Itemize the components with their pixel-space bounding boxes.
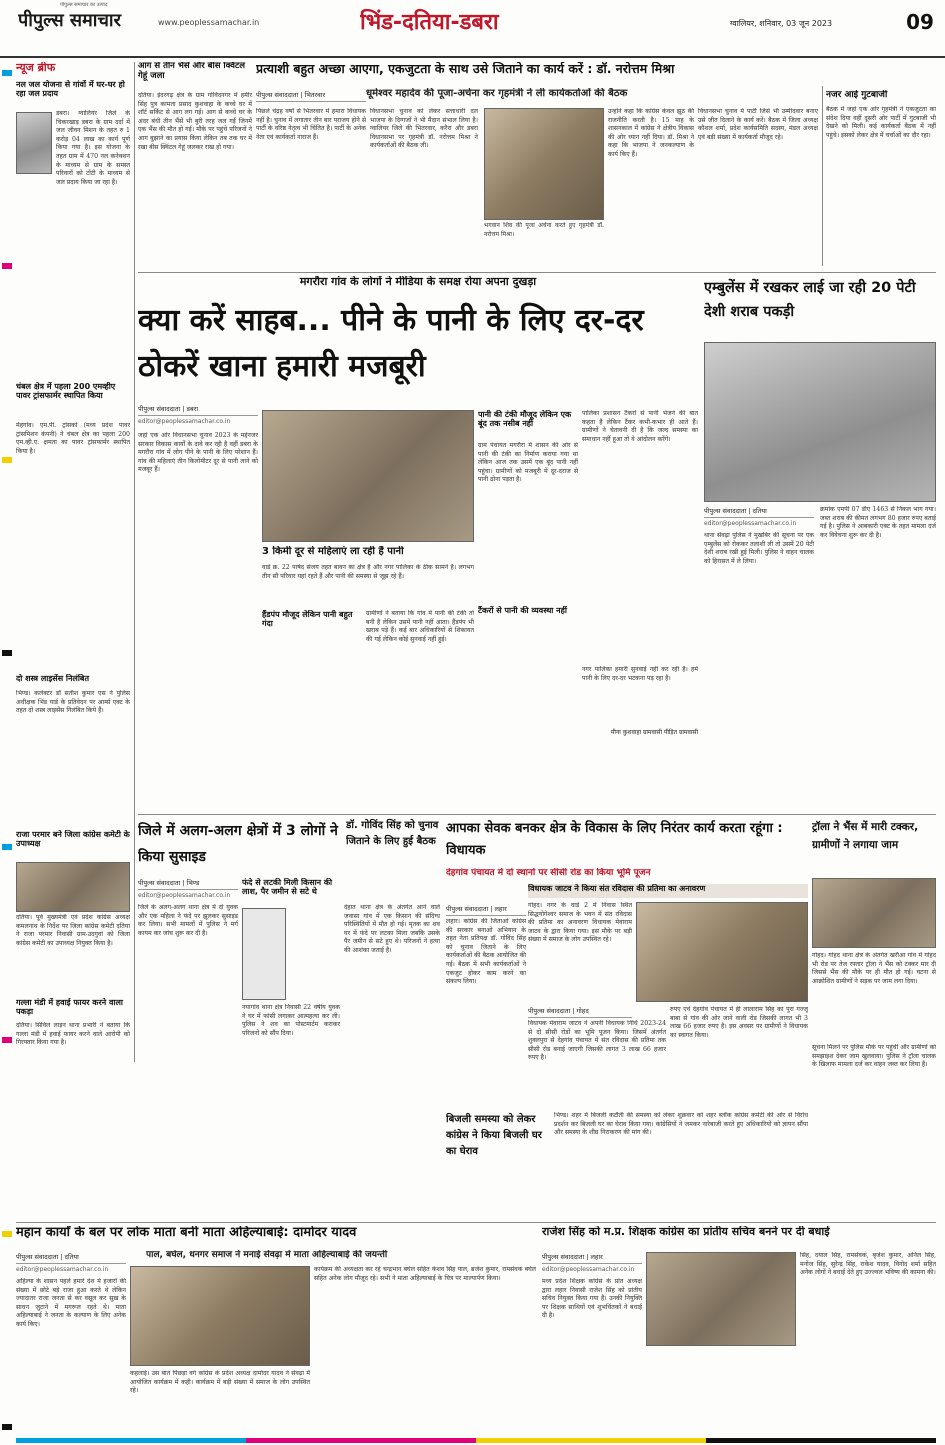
top-text-4: विधानसभा चुनाव में पार्टी जिसे भी उम्मीदवार बनाए उसे जीत दिलाने के कार्य करें। बैठक में जिला अध्यक्ष कौशल शर्मा, प्रदेश कार्यसमिति सदस्य, मंडल अध्यक्ष एवं बड़ी संख्या में कार्यकर्ता मौजूद रहे। [698,108,818,141]
mla-byline: पीपुल्स संवाददाता | गोहद [528,1006,632,1018]
liquor-headline: एम्बुलेंस में रखकर लाई जा रही 20 पेटी देशी शराब पकड़ी [704,280,916,320]
water-text-4: ग्राम पंचायत मगरौरा में शासन की ओर से पानी की टंकी का निर्माण कराया गया था लेकिन आज तक उसमें एक बूंद पानी नहीं पहुंचा। ग्रामीणों को मजबूरी में दूर-दराज से पानी ढोना पड़ता है। [478,442,578,484]
buffalo-photo [812,878,936,948]
divider [134,62,135,1062]
suicide-byline: पीपुल्स संवाददाता | भिण्ड [138,878,238,890]
water-quote: नगर पालिका हमारी सुनवाई नहीं कर रही है। हमें पानी के लिए दर-दर भटकना पड़ रहा है। [582,666,698,682]
top-text-3: उन्होंने कहा कि कांग्रेस केवल झूठ की राजनीति करती है। 15 माह के शासनकाल में कांग्रेस ने क्षेत्रीय विकास की ओर ध्यान नहीं दिया। डॉ. मिश्रा ने कहा कि भाजपा ने जनकल्याण के कार्य किए हैं। [608,108,694,158]
fire-story [138,62,252,272]
statue-photo [636,902,808,1002]
masthead [0,0,945,58]
divider [822,86,823,266]
liquor-text-2: क्रमांक एमपी 07 डीए 1463 से निकल भाग गया। जब्त शराब की कीमत लगभग 80 हजार रुपए बताई गई है। पुलिस ने आबकारी एक्ट के तहत मामला दर्ज कर विवेचना शुरू कर दी है। [820,506,936,539]
water-email[interactable]: editor@peoplessamachar.co.in [138,418,231,425]
divider [16,1222,936,1223]
right-brief-text: बैठक में जहां एक ओर गृहमंत्री ने एकजुटता का संदेश दिया वहीं दूसरी ओर पार्टी में गुटबाजी भी देखने को मिली। कई कार्यकर्ता बैठक में नहीं पहुंचे। इसको लेकर क्षेत्र में चर्चाओं का दौर रहा। [826,106,936,139]
water-sub-1: हैंडपंप मौजूद लेकिन पानी बहुत गंदा [262,610,353,629]
water-headline: क्या करें साहब... पीने के पानी के लिए दर-दर ठोकरें खाना हमारी मजबूरी [138,303,644,384]
section-title-text: भिंड-दतिया-डबरा [360,10,499,35]
registration-bar-bottom [16,1438,936,1443]
mla-details [528,884,808,1112]
jayanti-photo [130,1266,310,1366]
congress-group-photo [16,862,130,912]
ahilya-text-1: अहिल्या के शासन पहले हमारे देश में हजारों की संख्या में छोटे बड़े राजा हुआ करते थे लेकिन ज्यादातर राजा जनता से कर वसूल कर सुख के साधन जुटाने में मगरूल रहते थे। माता अहिल्याबाई ने जनता के कल्याण के लिए अनेक कार्य किए। [16,1278,126,1328]
felicitation-photo [646,1252,796,1346]
water-text-3: वार्ड क्र. 22 पार्षद संजय तहत बावन का क्षेत्र है और नगर पालिका के ठीक सामने है। लगभग तीन सौ परिवार यहां रहते हैं और पानी की समस्या से जूझ रहे हैं। [262,564,474,580]
liquor-byline: पीपुल्स संवाददाता | दतिया [704,506,814,518]
tagline: पीपुल्स समाचार का उत्पाद [60,2,108,8]
ahilya-byline: पीपुल्स संवाददाता | दतिया [16,1252,126,1264]
suicide-story [138,818,340,1218]
brief-heading-3: दो शस्त्र लाइसेंस निलंबित [16,674,90,683]
website[interactable]: www.peoplessamachar.in [158,18,260,27]
brief-heading-4: राजा परमार बने जिला कांग्रेस कमेटी के उपाध्यक्ष [16,830,130,849]
suicide-text-1: जिले के अलग-अलग थाना क्षेत्र में दो युवक और एक महिला ने फंदे पर झूलकर सुसाइड कर लिया। सभी मामलों में पुलिस ने मर्ग कायम कर जांच शुरू कर दी है। [138,904,238,937]
buffalo-headline: ट्रॉला ने भैंस में मारी टक्कर, ग्रामीणों ने लगाया जाम [812,821,919,851]
water-sub-2: टैंकरों से पानी की व्यवस्था नहीं [478,606,567,615]
fire-text: दतिया। इंदरगढ़ क्षेत्र के ग्राम गोविंदनगर में हमीर सिंह पुत्र कामता प्रसाद कुशवाहा के कच्चे घर में शॉर्ट सर्किट से आग लग गई। आग से कच्चे घर के अंदर बंधी तीन भैंसें भी बुरी तरह जल गईं जिनमें एक भैंस की मौत हो गई। मौके पर पहुंचे परिजनों ने आग बुझाने का प्रयास किया लेकिन तब तक घर में रखा बीस क्विंटल गेहूं जलकर राख हो गया। [138,92,252,151]
noose-illustration [242,908,286,1000]
mla-headline: आपका सेवक बनकर क्षेत्र के विकास के लिए निरंतर कार्य करता रहूंगा : विधायक [446,821,783,858]
registration-marks-left [2,70,12,1430]
rajesh-text-2: सिंह, दयाल सिंह, रामसेवक, बृजेश कुमार, अनिल सिंह, मनोज सिंह, सुरेन्द्र सिंह, राकेश यादव, विनोद शर्मा सहित अनेक लोगों ने बधाई देते हुए उज्ज्वल भविष्य की कामना की। [800,1252,936,1277]
electricity-text: भिण्ड। शहर में बिजली कटौती की समस्या को लेकर शुक्रवार को शहर ब्लॉक कांग्रेस कमेटी की ओर से विरोध प्रदर्शन कर बिजली घर का घेराव किया गया। कांग्रेसियों ने जमकर नारेबाजी करते हुए अधिकारियों को ज्ञापन सौंपा और समस्या के शीघ्र निराकरण की मांग की। [554,1112,808,1137]
brief-text-1: डबरा। ग्वालियर जिले के चिकरखाड़ डबरा के ग्राम दर्दा में जल जीवन मिशन के तहत रु 1 करोड़ 04 लाख का कार्य पूर्ण किया गया है। इस योजना के तहत ग्राम में 470 नल कनेक्शन के माध्यम से ग्राम के समस्त परिवारों को टोंटी के माध्यम से जल प्रदाय किया जा रहा है। [56,110,130,186]
buffalo-text-2: सूचना मिलने पर पुलिस मौके पर पहुंची और ग्रामीणों को समझाइश देकर जाम खुलवाया। पुलिस ने ट्रॉला चालक के खिलाफ मामला दर्ज कर वाहन जब्त कर लिया है। [812,1044,936,1069]
ahilya-story [16,1226,536,1436]
page-number: 09 [906,10,934,34]
mla-sub: देहगांव पंचायत में दो स्थानों पर सीसी रोड का किया भूमि पूजन [446,868,651,878]
ahilya-headline: महान कार्यों के बल पर लोक माता बनी माता अहिल्याबाई: दामोदर यादव [16,1226,357,1240]
top-subheading: धूमेश्वर महादेव की पूजा-अर्चना कर गृहमंत्री ने ली कार्यकर्ताओं की बैठक [366,88,628,99]
dateline: ग्वालियर, शनिवार, 03 जून 2023 [730,19,833,28]
liquor-text-1: थाना सेंवढ़ा पुलिस ने मुखबिर की सूचना पर एक एम्बुलेंस को रोककर तलाशी ली तो उसमें 20 पेटी देशी शराब रखी हुई मिली। पुलिस ने वाहन चालक को हिरासत में ले लिया। [704,532,814,565]
buffalo-story [812,818,936,1110]
water-text-1: जहां एक ओर विधानसभा चुनाव 2023 के मद्देनजर सरकार विकास कार्यों के दावे कर रही है वहीं डबरा के मगरौरा गांव में लोग पीने के पानी के लिए परेशान हैं। गांव की महिलाएं तीन किलोमीटर दूर से पानी लाने को मजबूर हैं। [138,432,258,474]
brief-text-5: दतिया। सिविल लाइन थाना प्रभारी ने बताया कि गल्ला मंडी में हवाई फायर करने वाले आरोपी को गिरफ्तार किया गया है। [16,1022,130,1047]
mla-text-3: गोहद। नगर के वार्ड 2 में निवास स्थित सिद्धयोगेश्वर समाज के भवन में संत रविदास की प्रतिमा का अनावरण विधायक मेवाराम जाटव के द्वारा किया गया। इस मौके पर बड़ी संख्या में समाज के लोग उपस्थित रहे। [528,902,632,944]
meeting-byline: पीपुल्स संवाददाता | लहार [446,904,526,916]
mla-text-1: विधायक मेवाराम जाटव ने अपनी विधायक निधि 2023-24 से दो सीसी रोडों का भूमि पूजन किया। जिसमें अंतर्गत शुक्लपुरा से देहगांव पंचायत में संत रविदास की प्रतिमा तक सीसी रोड बनाई जाएगी जिसकी लागत 3 लाख 66 हजार रुपए है। [528,1020,666,1062]
water-box-heading: पानी की टंकी मौजूद लेकिन एक बूंद तक नसीब नहीं [478,410,572,429]
top-text-1: पिछले चंद्रह वर्षों से भितरवार में हमारा विधायक नहीं है। चुनाव में लगातार तीन बार पराजय होने से पार्टी के वरिष्ठ नेतृत्व भी चिंतित है। पार्टी के अनेक नेता एवं कार्यकर्ता नाराज हैं। [256,108,366,141]
suicide-email[interactable]: editor@peoplessamachar.co.in [138,892,231,899]
women-water-photo [262,410,474,542]
divider [138,814,936,815]
top-byline: पीपुल्स संवाददाता | भितरवार [256,90,366,102]
meeting-headline: डॉ. गोविंद सिंह को चुनाव जिताने के लिए हुई बैठक [346,820,439,847]
top-headline: प्रत्याशी बहुत अच्छा आएगा, एकजुटता के साथ उसे जिताने का कार्य करें : डॉ. नरोत्तम मिश्रा [256,62,675,76]
top-photo-caption: भगवान शिव की पूजा अर्चना करते हुए गृहमंत्री डॉ. नरोत्तम मिश्रा। [484,222,604,238]
ahilya-email[interactable]: editor@peoplessamachar.co.in [16,1266,109,1273]
suicide-text-3: नयागांव थाना क्षेत्र निवासी 22 वर्षीय युवक ने घर में फांसी लगाकर आत्महत्या कर ली। पुलिस ने शव का पोस्टमार्टम कराकर परिजनों को सौंप दिया। [242,1004,340,1037]
brief-text-3: भिण्ड। कलेक्टर डॉ सतीश कुमार एस ने पुलिस अधीक्षक भिंड यार्ड के प्रतिवेदन पर आर्म्स एक्ट के तहत दो शस्त्र लाइसेंस निलंबित किये हैं। [16,690,130,715]
electricity-headline: बिजली समस्या को लेकर कांग्रेस ने किया बिजली घर का घेराव [446,1114,542,1157]
news-brief-label: न्यूज ब्रीफ [16,62,56,74]
suicide-text-2: देहात थाना क्षेत्र के अंतर्गत आने वाले जवासा गांव में एक किसान की संदिग्ध परिस्थितियों में मौत हो गई। मृतक का शव घर में फंदे पर लटका मिला जबकि उसके पैर जमीन से सटे हुए थे। परिजनों ने हत्या की आशंका जताई है। [344,904,440,954]
water-text-2: ग्रामीणों ने बताया कि गांव में पानी की टंकी तो बनी है लेकिन उसमें पानी नहीं आता। हैंडपंप भी खराब पड़े हैं। कई बार अधिकारियों से शिकायत की गई लेकिन कोई सुनवाई नहीं हुई। [366,610,474,643]
rajesh-headline: राजेश सिंह को म.प्र. शिक्षक कांग्रेस का प्रांतीय सचिव बनने पर दी बधाई [542,1226,830,1238]
top-story [256,62,936,268]
brief-heading-1: नल जल योजना से गांवों में घर-घर हो रहा जल प्रदाय [16,80,125,99]
suicide-sub: फंदे से लटकी मिली किसान की लाश, पैर जमीन से सटे थे [242,878,333,897]
right-brief-heading: नजर आई गुटबाजी [826,90,888,100]
ahilya-text-2: कहलाई। उस बात पिछड़ा वर्ग कांग्रेस के प्रदेश अध्यक्ष दामोदर यादव ने सेंवढ़ा में आयोजित कार्यक्रम में कही। कार्यक्रम में बड़ी संख्या में समाज के लोग उपस्थित रहे। [130,1370,310,1395]
liquor-story [704,276,936,812]
mla-sub-2: विधायक जाटव ने किया संत रविदास की प्रतिमा का अनावरण [528,884,808,898]
water-kicker: मगरौरा गांव के लोगों ने मीडिया के समक्ष रोया अपना दुखड़ा [299,276,537,288]
liquor-email[interactable]: editor@peoplessamachar.co.in [704,520,797,527]
water-quote-name: मीना कुशवाहा ग्रामवासी पीड़ित ग्रामवासी [610,729,698,736]
ahilya-text-3: कार्यक्रम की अध्यक्षता कर रहे चन्द्रभान बघेल सहित केशव सिंह पाल, ब्रजेश कुमार, रामसेवक बघेल सहित अनेक लोग मौजूद रहे। सभी ने माता अहिल्याबाई के चित्र पर माल्यार्पण किया। [314,1266,536,1282]
rajesh-story [542,1226,936,1436]
brief-text-4: दतिया। पूर्व मुख्यमंत्री एवं प्रदेश कांग्रेस अध्यक्ष कमलनाथ के निर्देश पर जिला कांग्रेस कमेटी दतिया ने राजा परमार निवासी ग्राम-उदगुवां को जिला कांग्रेस कमेटी का उपाध्यक्ष नियुक्त किया है। [16,914,130,947]
mla-text-2: रुपए एवं देहगांव पंचायत में ही लालाराम सिंह का पुरा गज्जू बाबा से गांव की ओर जाने वाली रोड जिसकी लागत भी 3 लाख 66 हजार रुपए है। इस अवसर पर ग्रामीणों ने विधायक का स्वागत किया। [670,1006,808,1039]
divider [138,272,936,273]
rajesh-email[interactable]: editor@peoplessamachar.co.in [542,1266,635,1273]
suicide-headline: जिले में अलग-अलग क्षेत्रों में 3 लोगों ने किया सुसाइड [138,823,338,865]
water-byline: पीपुल्स संवाददाता | डबरा [138,404,258,416]
ambulance-photo [704,342,936,502]
top-text-2: विधानसभा चुनाव को लेकर सत्ताधारी दल भाजपा के दिग्गजों ने भी मैदान संभाल लिया है। ग्वालियर जिले की भितरवार, करैरा और डबरा विधानसभा पर गृहमंत्री डॉ. नरोत्तम मिश्रा ने कार्यकर्ताओं की बैठक ली। [370,108,478,150]
brief-heading-5: गल्ला मंडी में हवाई फायर करने वाला पकड़ा [16,998,123,1017]
meeting-text: लहार। कांग्रेस की जिताओ कांग्रेस की सरकार बनाओ अभियान के तहत नेता प्रतिपक्ष डॉ. गोविंद सिंह को चुनाव जिताने के लिए कार्यकर्ताओं की बैठक आयोजित की गई। बैठक में सभी कार्यकर्ताओं ने एकजुट होकर काम करने का संकल्प लिया। [446,918,526,986]
water-text-5: पालिका प्रशासन टैंकरों से पानी भेजने की बात कहता है लेकिन टैंकर कभी-कभार ही आते हैं। ग्रामीणों ने चेतावनी दी है कि जल्द समस्या का समाधान नहीं हुआ तो वे आंदोलन करेंगे। [582,410,698,443]
rajesh-byline: पीपुल्स संवाददाता | लहार [542,1252,642,1264]
fire-headline: आग से तीन भैंसें और बीस क्विंटल गेहूं जला [138,62,246,81]
logo-text: पीपुल्स समाचार [18,10,121,31]
section-title [360,6,520,38]
water-photo-caption: 3 किमी दूर से महिलाएं ला रही हैं पानी [262,546,404,557]
minister-photo [484,108,604,220]
electricity-story [446,1112,808,1218]
meeting-photo [346,860,442,900]
buffalo-text-1: गोहद। गोहद थाना क्षेत्र के अंतर्गत खरौआ गांव में गोहद भी रोड पर तेज रफ्तार ट्रॉला ने भैंस को टक्कर मार दी जिससे भैंस की मौके पर ही मौत हो गई। घटना से आक्रोशित ग्रामीणों ने सड़क पर जाम लगा दिया। [812,952,936,985]
ahilya-sub: पाल, बघेल, धनगर समाज ने मनाई सेंवढ़ा में माता अहिल्याबाई की जयन्ती [146,1250,388,1260]
water-tank-photo [16,112,52,174]
water-story [138,276,698,812]
news-brief-column [16,62,130,1062]
rajesh-text-1: मध्य प्रदेश शिक्षक कांग्रेस के प्रांत अध्यक्ष द्वारा लहार निवासी राजेश सिंह को प्रांतीय सचिव नियुक्त किया गया है। उनकी नियुक्ति पर शिक्षक साथियों एवं शुभचिंतकों ने बधाई दी है। [542,1278,642,1320]
brief-heading-2: चंबल क्षेत्र में पहला 200 एमव्हीए पावर ट्रांसफार्मर स्थापित किया [16,382,116,401]
brief-text-2: मेहगांव। एम.पी. ट्रांसको (मध्य प्रदेश पावर ट्रांसमिशन कंपनी) ने चंबल क्षेत्र का पहला 200 एम.व्ही.ए. क्षमता का पावर ट्रांसफार्मर स्थापित किया है। [16,422,130,455]
logo [18,8,158,34]
